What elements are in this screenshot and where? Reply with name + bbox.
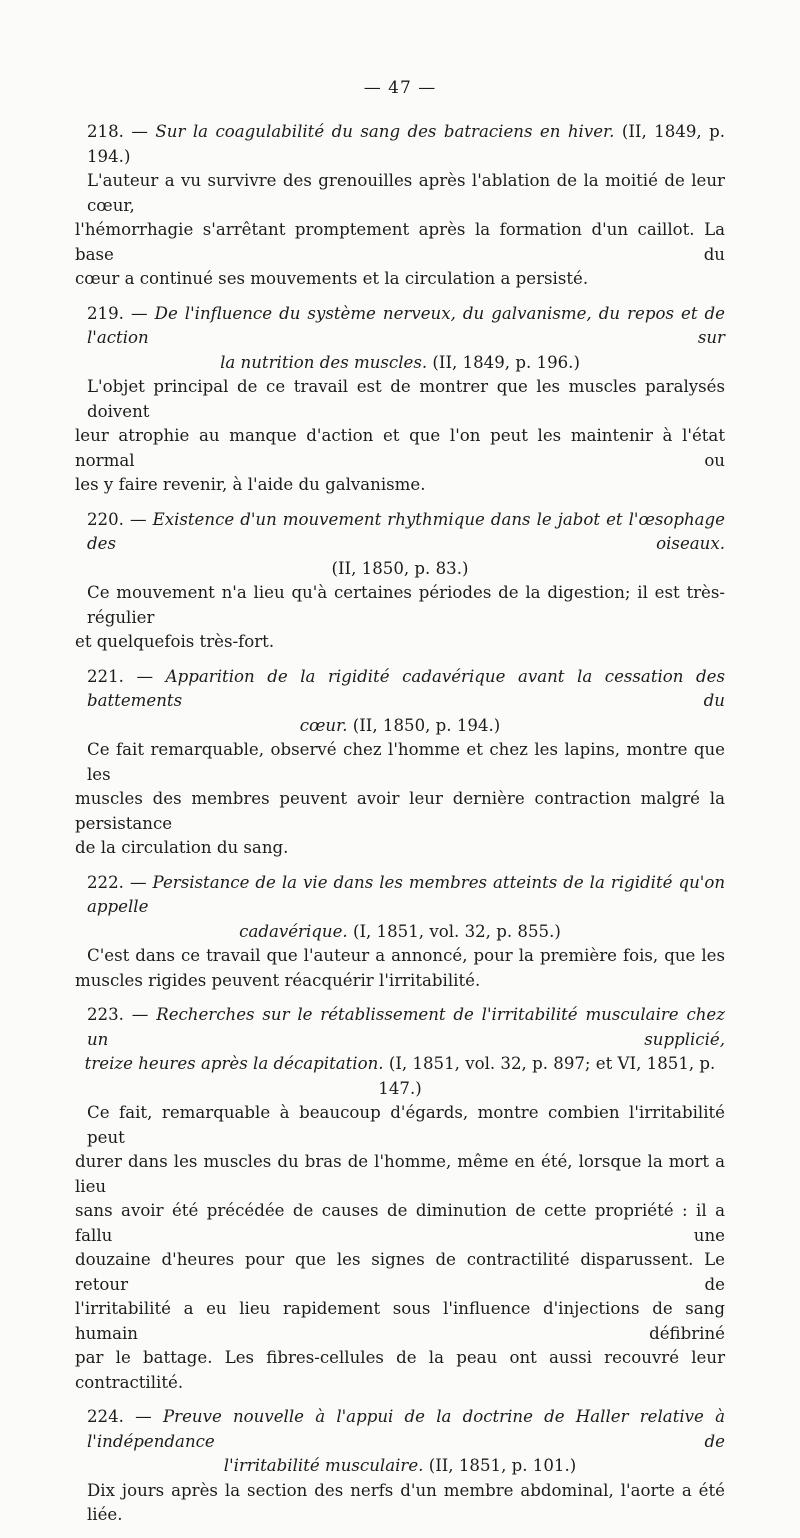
body-line: l'irritabilité a eu lieu rapidement sous l'influence d'injections de sang humain défibriné [75, 1299, 725, 1343]
entry-reference: (II, 1849, p. 196.) [432, 352, 580, 372]
entry-heading [75, 1405, 725, 1479]
entry-title: — Existence d'un mouvement rhythmique dans le jabot et l'œsophage des oiseaux. [87, 509, 726, 553]
body-line: L'objet principal de ce travail est de montrer que les muscles paralysés doivent [87, 377, 725, 421]
body-line: de la circulation du sang. [75, 838, 289, 857]
entry-body [75, 375, 725, 498]
entry-title: — De l'influence du système nerveux, du galvanisme, du repos et de l'action sur [87, 303, 725, 347]
entry-body [75, 169, 725, 292]
entry-reference: (I, 1851, vol. 32, p. 855.) [352, 921, 561, 941]
entry-body [75, 1101, 725, 1395]
entry-221 [75, 665, 725, 861]
entry-number: 219. [87, 303, 124, 323]
entry-title-continued: treize heures après la décapitation. [84, 1054, 384, 1073]
body-line: Ce fait remarquable, observé chez l'homme et chez les lapins, montre que les [87, 740, 725, 784]
body-line: douzaine d'heures pour que les signes de contractilité disparussent. Le retour de [75, 1250, 725, 1294]
body-line: L'auteur a vu survivre des grenouilles après l'ablation de la moitié de leur cœur, [87, 171, 725, 215]
entry-heading [75, 302, 725, 376]
entry-number: 224. [87, 1407, 124, 1426]
entry-reference: (II, 1849, p. 194.) [87, 122, 726, 166]
entry-body [75, 581, 725, 655]
body-line: sans avoir été précédée de causes de diminution de cette propriété : il a fallu une [75, 1201, 725, 1245]
entry-title-continued: cadavérique. [239, 921, 348, 941]
body-line: et quelquefois très-fort. [75, 632, 275, 651]
body-line: C'est dans ce travail que l'auteur a annoncé, pour la première fois, que les [87, 946, 725, 965]
body-line: durer dans les muscles du bras de l'homme, même en été, lorsque la mort a lieu [75, 1152, 725, 1196]
entry-number: 223. [87, 1005, 124, 1024]
entry-heading [75, 120, 725, 169]
entry-title: — Recherches sur le rétablissement de l'irritabilité musculaire chez un supplicié, [87, 1005, 725, 1049]
body-line: Dix jours après la section des nerfs d'un membre abdominal, l'aorte a été liée. [87, 1480, 725, 1524]
entry-heading [75, 508, 725, 582]
entry-title-continued: la nutrition des muscles. [220, 352, 428, 372]
body-line: cœur a continué ses mouvements et la circulation a persisté. [75, 269, 589, 288]
entry-title-continued: cœur. [299, 715, 348, 735]
entry-title-continued: l'irritabilité musculaire. [223, 1456, 424, 1475]
entry-heading [75, 871, 725, 945]
entry-title: — Persistance de la vie dans les membres atteints de la rigidité qu'on appelle [87, 872, 726, 916]
body-line: l'hémorrhagie s'arrêtant promptement après la formation d'un caillot. La base du [75, 220, 725, 264]
entry-number: 222. [87, 872, 124, 892]
body-line: leur atrophie au manque d'action et que l'on peut les maintenir à l'état normal ou [75, 426, 725, 470]
body-line: muscles des membres peuvent avoir leur dernière contraction malgré la persistance [75, 789, 725, 833]
entry-reference: (II, 1851, p. 101.) [428, 1456, 577, 1475]
page-number: — 47 — [363, 78, 437, 98]
entry-title: — Sur la coagulabilité du sang des batraciens en hiver. [131, 122, 615, 141]
entry-222 [75, 871, 725, 994]
entry-220 [75, 508, 725, 655]
body-line: Ce mouvement n'a lieu qu'à certaines périodes de la digestion; il est très-régulier [87, 583, 725, 627]
entry-reference: (II, 1850, p. 194.) [352, 715, 501, 735]
entry-number: 221. [87, 666, 124, 686]
entry-title: — Apparition de la rigidité cadavérique avant la cessation des battements du [87, 666, 725, 710]
body-line: par le battage. Les fibres-cellules de la peau ont aussi recouvré leur contractilité. [75, 1348, 725, 1392]
body-line: Ce fait, remarquable à beaucoup d'égards, montre combien l'irritabilité peut [87, 1103, 725, 1147]
body-line: muscles rigides peuvent réacquérir l'irritabilité. [75, 970, 481, 990]
entry-218 [75, 120, 725, 292]
entry-body [75, 738, 725, 861]
entry-223 [75, 1003, 725, 1395]
entry-title: — Preuve nouvelle à l'appui de la doctrine de Haller relative à l'indépendance de [87, 1407, 725, 1451]
entry-heading [75, 1003, 725, 1101]
entry-body [75, 944, 725, 993]
entries-list [75, 120, 725, 1538]
entry-219 [75, 302, 725, 498]
entry-number: 220. [87, 509, 124, 529]
entry-reference: (II, 1850, p. 83.) [331, 558, 469, 578]
body-line: les y faire revenir, à l'aide du galvanisme. [75, 475, 426, 494]
entry-heading [75, 665, 725, 739]
entry-body [75, 1479, 725, 1528]
entry-number: 218. [87, 122, 124, 141]
entry-reference: (I, 1851, vol. 32, p. 897; et VI, 1851, p. 147.) [378, 1054, 716, 1098]
entry-224 [75, 1405, 725, 1528]
